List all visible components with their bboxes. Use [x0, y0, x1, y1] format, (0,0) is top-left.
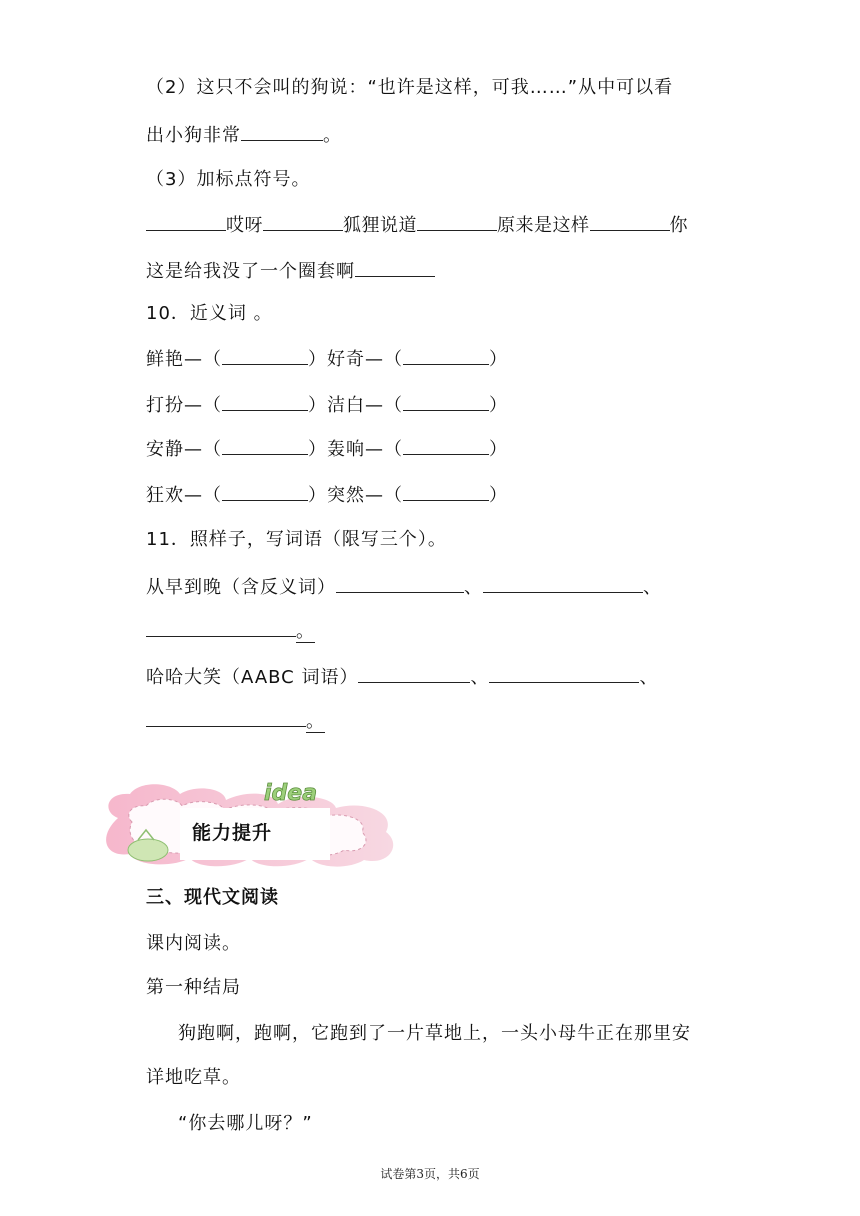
section-badge-title: 能力提升	[192, 822, 273, 844]
answer-blank[interactable]	[403, 346, 489, 365]
synonym-end: ）	[489, 349, 508, 370]
synonym-mid: ）洁白—（	[308, 395, 403, 416]
synonym-row	[146, 436, 508, 462]
q11-line-1	[146, 574, 662, 600]
synonym-end: ）	[489, 395, 508, 416]
punct-word-4: 你	[669, 215, 688, 236]
answer-blank[interactable]	[417, 212, 497, 231]
punct-word-3: 原来是这样	[497, 215, 590, 236]
q9-item2-line2	[146, 122, 342, 148]
section-heading: 三、现代文阅读	[146, 887, 279, 908]
answer-blank[interactable]	[489, 664, 639, 683]
answer-blank[interactable]	[222, 436, 308, 455]
answer-blank[interactable]	[146, 618, 296, 637]
q11-label-1: 从早到晚（含反义词）	[146, 577, 336, 598]
separator: 、	[639, 667, 659, 688]
q11-line-2	[146, 618, 315, 644]
q9-item2-suffix: 。	[323, 125, 342, 146]
answer-blank[interactable]	[241, 122, 323, 141]
punct-word-1: 哎呀	[226, 215, 263, 236]
q9-item2-line1: （2）这只不会叫的狗说：“也许是这样，可我……”从中可以看	[146, 77, 674, 98]
synonym-mid: ）好奇—（	[308, 349, 403, 370]
answer-blank[interactable]	[336, 574, 464, 593]
synonym-mid: ）突然—（	[308, 485, 403, 506]
q11-label-2: 哈哈大笑（AABC 词语）	[146, 667, 359, 688]
idea-logo-text: idea	[264, 781, 318, 806]
page-footer: 试卷第3页，共6页	[380, 1167, 480, 1181]
bulb-icon	[128, 839, 168, 861]
q11-line-3	[146, 664, 658, 690]
q9-item2-prefix: 出小狗非常	[146, 125, 241, 146]
period: 。	[296, 621, 315, 642]
separator: 、	[464, 577, 483, 598]
punct-word-2: 狐狸说道	[343, 215, 417, 236]
answer-blank[interactable]	[403, 436, 489, 455]
synonym-row	[146, 482, 508, 508]
answer-blank[interactable]	[222, 346, 308, 365]
q9-item3-label: （3）加标点符号。	[146, 169, 311, 190]
synonym-left: 狂欢—（	[146, 485, 222, 506]
synonym-row	[146, 392, 508, 418]
reading-part-title: 第一种结局	[146, 977, 241, 998]
punctuation-line-2	[146, 258, 435, 284]
answer-blank[interactable]	[222, 392, 308, 411]
punctuation-line-1	[146, 212, 688, 238]
period: 。	[306, 711, 325, 732]
synonym-left: 安静—（	[146, 439, 222, 460]
synonym-end: ）	[489, 485, 508, 506]
synonym-row	[146, 346, 508, 372]
synonym-left: 打扮—（	[146, 395, 222, 416]
answer-blank[interactable]	[222, 482, 308, 501]
dialogue-quote: “你去哪儿呀？”	[178, 1113, 313, 1134]
answer-blank[interactable]	[483, 574, 643, 593]
separator: 、	[643, 577, 662, 598]
reading-subheading: 课内阅读。	[146, 933, 241, 954]
punct-sentence: 这是给我没了一个圈套啊	[146, 261, 355, 282]
answer-blank[interactable]	[263, 212, 343, 231]
answer-blank[interactable]	[403, 482, 489, 501]
paragraph-line-1: 狗跑啊，跑啊，它跑到了一片草地上，一头小母牛正在那里安	[178, 1023, 691, 1044]
synonym-left: 鲜艳—（	[146, 349, 222, 370]
q11-line-4	[146, 708, 325, 734]
answer-blank[interactable]	[403, 392, 489, 411]
answer-blank[interactable]	[358, 664, 470, 683]
paragraph-line-2: 详地吃草。	[146, 1067, 241, 1088]
synonym-end: ）	[489, 439, 508, 460]
answer-blank[interactable]	[146, 708, 306, 727]
synonym-mid: ）轰响—（	[308, 439, 403, 460]
answer-blank[interactable]	[146, 212, 226, 231]
q11-title: 11．照样子，写词语（限写三个）。	[146, 529, 447, 550]
answer-blank[interactable]	[355, 258, 435, 277]
q10-title: 10．近义词 。	[146, 303, 273, 324]
separator: 、	[470, 667, 490, 688]
answer-blank[interactable]	[590, 212, 670, 231]
